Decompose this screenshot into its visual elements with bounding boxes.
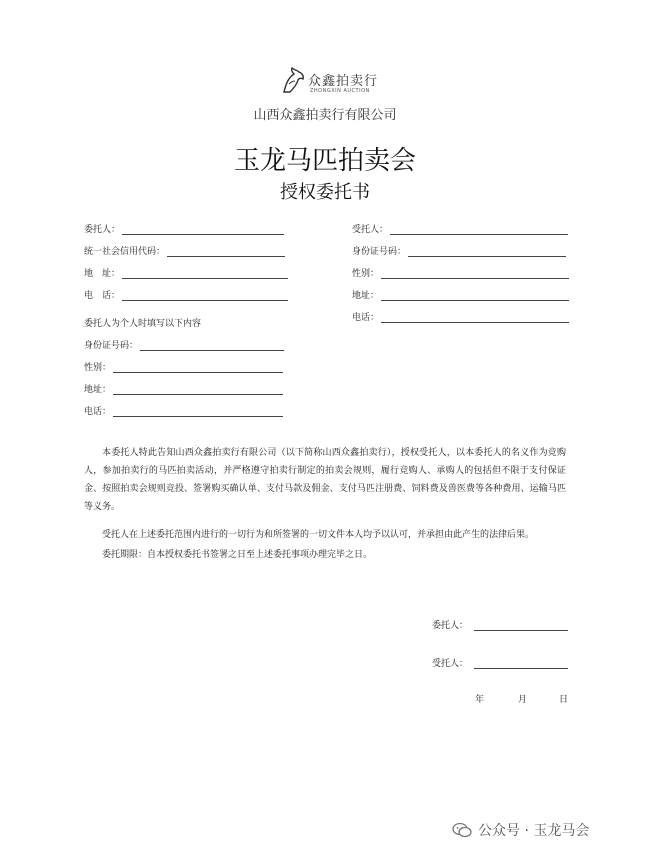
fill-line[interactable] [113,406,283,417]
individual-note: 委托人为个人时填写以下内容 [84,319,202,329]
fill-line[interactable] [167,246,285,257]
fill-line[interactable] [408,246,566,257]
individual-phone-field [84,404,283,417]
logo-name-en: ZHONGXIN AUCTION [310,88,370,94]
field-label: 电 话： [84,291,121,301]
signature-label: 受托人： [432,659,469,669]
field-label: 身份证号码： [84,341,139,351]
date-year: 年 [475,695,485,705]
signature-line[interactable] [474,658,568,669]
fill-line[interactable] [381,268,569,279]
fill-line[interactable] [113,362,283,373]
individual-id-field [84,338,284,351]
fill-line[interactable] [390,224,568,235]
fill-line[interactable] [381,290,569,301]
agent-gender-field [352,266,569,279]
authorization-paragraph: 本委托人特此告知山西众鑫拍卖行有限公司（以下简称山西众鑫拍卖行），授权受托人，以本委托人的名义作为竞购人，参加拍卖行的马匹拍卖活动，并严格遵守拍卖行制定的拍卖会规则，履行竞购人、承购人的包括但不限于支付保证金、按照拍卖会规则竞投、签署购买确认单、支付马款及佣金、支付马匹注册费、饲料费及兽医费等各种费用、运输马匹等义务。 [84,448,566,512]
field-label: 地址： [84,385,112,395]
principal-phone-field [84,288,288,301]
fill-line[interactable] [122,268,288,279]
field-label: 地址： [352,291,380,301]
agent-id-field [352,244,566,257]
credit-code-field [84,244,285,257]
wechat-watermark [452,820,589,840]
principal-signature [432,618,568,631]
fill-line[interactable] [122,290,288,301]
date-month: 月 [518,695,528,705]
document-subtitle: 授权委托书 [280,182,370,203]
fill-line[interactable] [122,224,284,235]
field-label: 性别： [352,269,380,279]
agent-address-field [352,288,569,301]
company-name: 山西众鑫拍卖行有限公司 [253,108,397,123]
field-label: 统一社会信用代码： [84,247,166,257]
field-label: 电话： [84,407,112,417]
signature-label: 委托人： [432,621,469,631]
agent-name-field [352,222,568,235]
fill-line[interactable] [113,384,283,395]
company-logo [280,64,380,104]
field-label: 性别： [84,363,112,373]
field-label: 受托人： [352,225,389,235]
date-day: 日 [559,695,569,705]
signature-line[interactable] [474,620,568,631]
principal-address-field [84,266,288,279]
term-paragraph: 委托期限：自本授权委托书签署之日至上述委托事项办理完毕之日。 [102,550,373,560]
agent-signature [432,656,568,669]
watermark-text: 公众号 · 玉龙马会 [478,823,590,839]
logo-name-cn: 众鑫拍卖行 [308,74,379,89]
fill-line[interactable] [140,340,284,351]
field-label: 委托人： [84,225,121,235]
field-label: 地 址： [84,269,121,279]
horse-icon [280,66,308,98]
field-label: 身份证号码： [352,247,407,257]
field-label: 电话： [352,313,380,323]
individual-address-field [84,382,283,395]
wechat-icon [452,822,472,838]
acknowledgement-paragraph: 受托人在上述委托范围内进行的一切行为和所签署的一切文件本人均予以认可，并承担由此产生的法律后果。 [102,530,535,540]
fill-line[interactable] [381,312,569,323]
individual-gender-field [84,360,283,373]
document-title: 玉龙马匹拍卖会 [233,146,416,176]
principal-name-field [84,222,284,235]
agent-phone-field [352,310,569,323]
